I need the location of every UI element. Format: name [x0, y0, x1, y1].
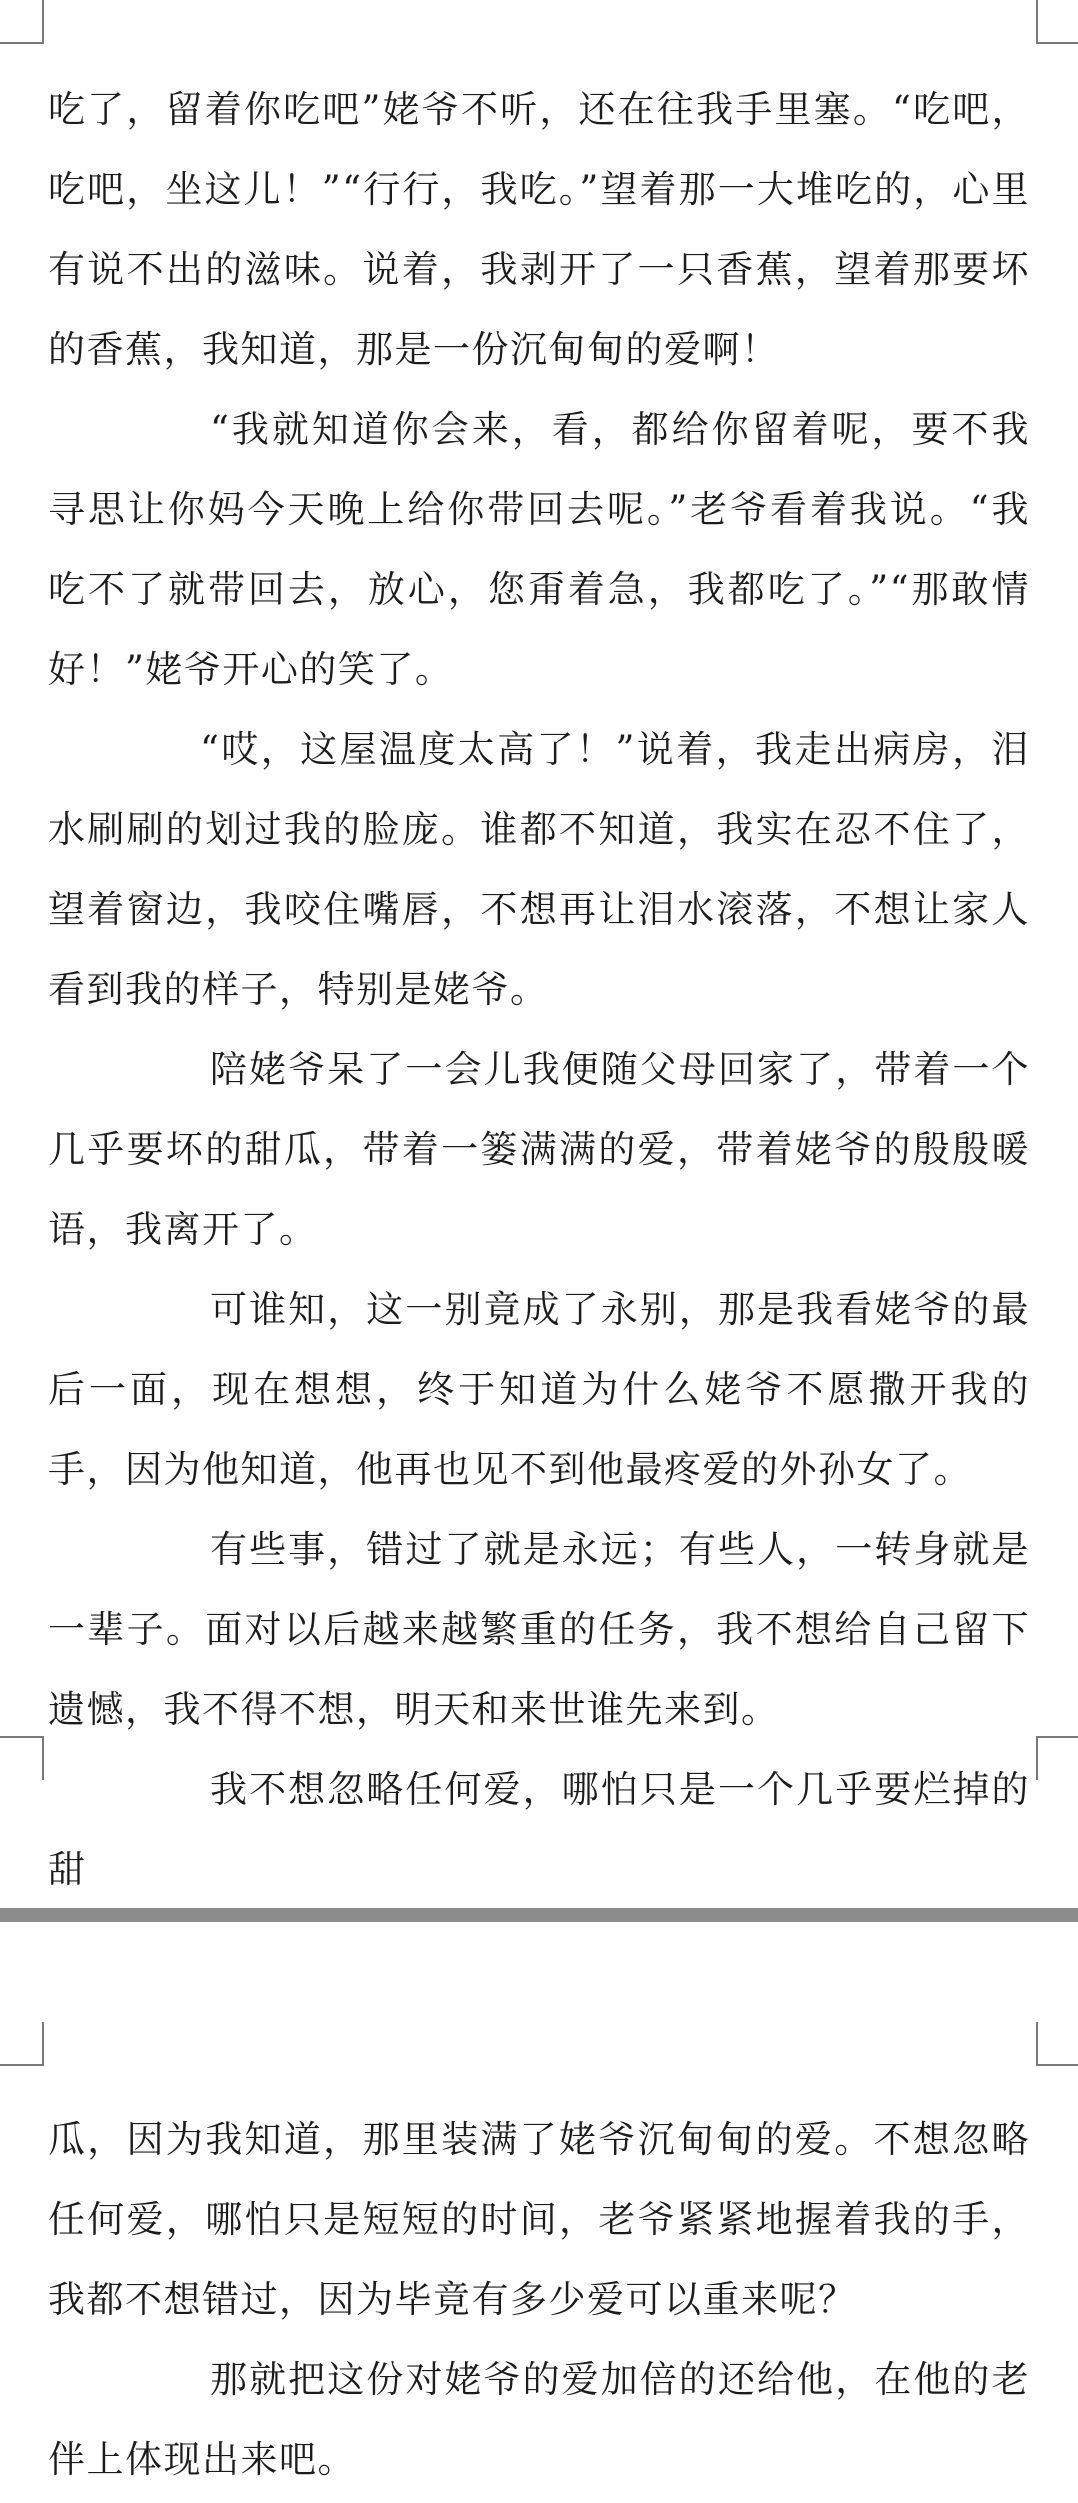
paragraph: 那就把这份对姥爷的爱加倍的还给他，在他的老伴上体现出来吧。 — [48, 2358, 1030, 2481]
page-corner-mark — [0, 1736, 44, 1780]
page-corner-mark — [0, 0, 44, 44]
page-2-body-text — [48, 2100, 1030, 2500]
paragraph: 有些事，错过了就是永远；有些人，一转身就是一辈子。面对以后越来越繁重的任务，我不想给自己留下遗憾，我不得不想，明天和来世谁先来到。 — [48, 1528, 1030, 1731]
paragraph: 可谁知，这一别竟成了永别，那是我看姥爷的最后一面，现在想想，终于知道为什么姥爷不愿撒开我的手，因为他知道，他再也见不到他最疼爱的外孙女了。 — [48, 1288, 1030, 1491]
paragraph: 瓜，因为我知道，那里装满了姥爷沉甸甸的爱。不想忽略任何爱，哪怕只是短短的时间，老爷紧紧地握着我的手，我都不想错过，因为毕竟有多少爱可以重来呢？ — [48, 2118, 1030, 2321]
paragraph: 陪姥爷呆了一会儿我便随父母回家了，带着一个几乎要坏的甜瓜，带着一篓满满的爱，带着姥爷的殷殷暖语，我离开了。 — [48, 1048, 1030, 1251]
paragraph: 我不想忽略任何爱，哪怕只是一个几乎要烂掉的甜 — [48, 1768, 1030, 1891]
paragraph: “我就知道你会来，看，都给你留着呢，要不我寻思让你妈今天晚上给你带回去呢。”老爷看着我说。“我吃不了就带回去，放心，您甭着急，我都吃了。”“那敢情好！”姥爷开心的笑了。 — [48, 408, 1030, 691]
page-corner-mark — [0, 2022, 44, 2066]
page-gap — [0, 1922, 1078, 1934]
paragraph: 吃了，留着你吃吧”姥爷不听，还在往我手里塞。“吃吧，吃吧，坐这儿！”“行行，我吃。”望着那一大堆吃的，心里有说不出的滋味。说着，我剥开了一只香蕉，望着那要坏的香蕉，我知道，那是一份沉甸甸的爱啊！ — [48, 88, 1030, 371]
page-1-body-text — [48, 70, 1030, 1910]
page-corner-mark — [1036, 2022, 1078, 2066]
page-corner-mark — [1036, 0, 1078, 44]
page-corner-mark — [1036, 1736, 1078, 1780]
page-separator — [0, 1908, 1078, 1922]
paragraph: “哎，这屋温度太高了！”说着，我走出病房，泪水刷刷的划过我的脸庞。谁都不知道，我实在忍不住了，望着窗边，我咬住嘴唇，不想再让泪水滚落，不想让家人看到我的样子，特别是姥爷。 — [48, 728, 1030, 1011]
